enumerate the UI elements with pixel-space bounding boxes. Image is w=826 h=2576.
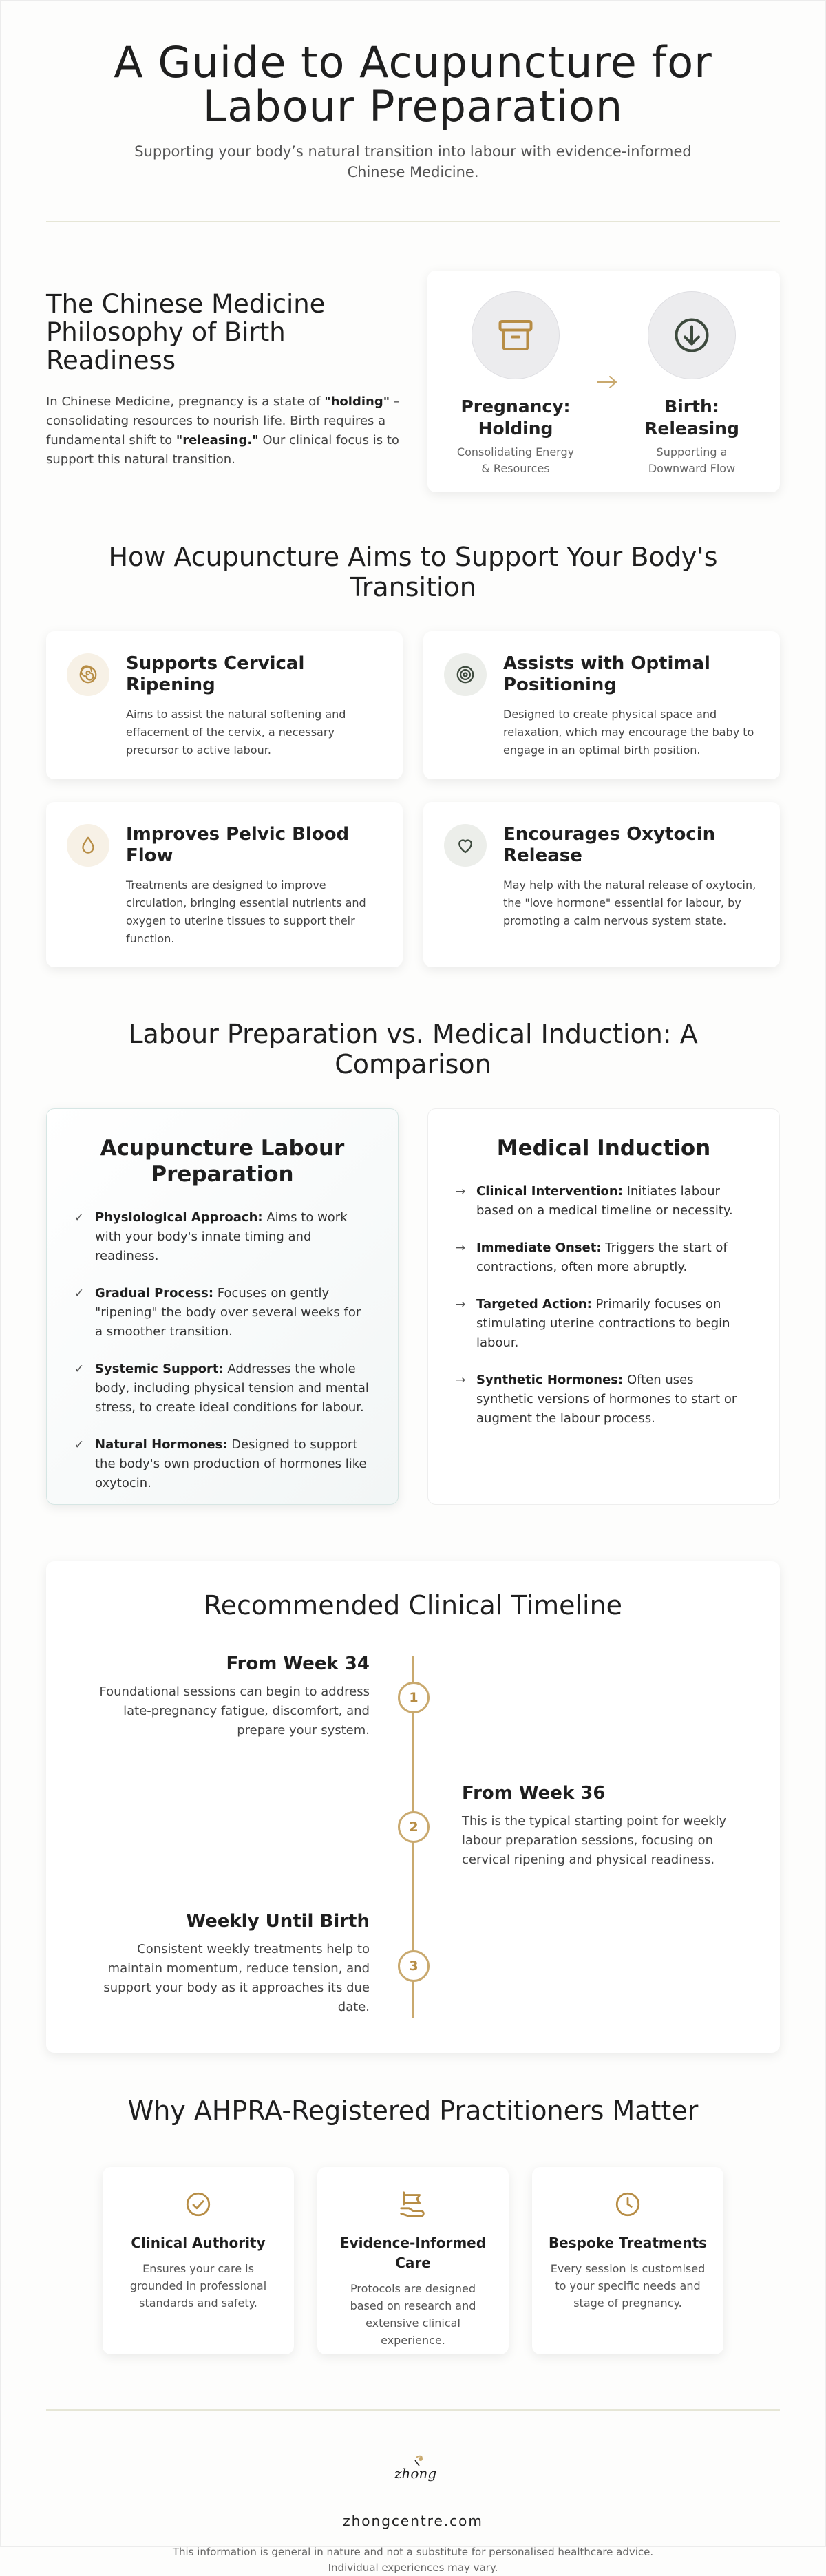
- list-item: → Synthetic Hormones: Often uses synthetic versions of hormones to start or augment the labour process.: [456, 1371, 752, 1428]
- list-item: → Immediate Onset: Triggers the start of contractions, often more abruptly.: [456, 1238, 752, 1277]
- support-title: Supports Cervical Ripening: [126, 653, 305, 695]
- target-icon: [444, 653, 487, 696]
- arrow-right-icon: [595, 374, 619, 393]
- droplet-icon: [67, 824, 109, 867]
- philosophy-paragraph: In Chinese Medicine, pregnancy is a state of "holding" – consolidating resources to nourish life. Birth requires a fundamental shift to "releasing." Our clinical focus is to support this natural transition.: [46, 394, 400, 467]
- arrow-icon: →: [456, 1241, 466, 1255]
- support-title: Improves Pelvic Blood Flow: [126, 824, 350, 866]
- why-text: Ensures your care is grounded in professional standards and safety.: [129, 2262, 267, 2310]
- medical-list: [456, 1182, 752, 1428]
- why-card: [317, 2167, 509, 2354]
- arrow-icon: →: [456, 1185, 466, 1199]
- divider: [46, 2409, 780, 2411]
- timeline-node: 2: [398, 1811, 430, 1843]
- timeline-node: 1: [398, 1682, 430, 1713]
- arrow-icon: →: [456, 1298, 466, 1311]
- why-title: Bespoke Treatments: [548, 2235, 708, 2251]
- timeline-section: [46, 1561, 780, 2053]
- comparison-columns: [46, 1108, 780, 1505]
- support-text: May help with the natural release of oxytocin, the "love hormone" essential for labour, by promoting a calm nervous system state.: [503, 878, 756, 927]
- why-title: Evidence-Informed Care: [339, 2235, 487, 2271]
- why-heading: Why AHPRA-Registered Practitioners Matter: [127, 2095, 699, 2126]
- logo-text: zhong: [394, 2465, 437, 2482]
- divider: [46, 221, 780, 222]
- releasing-term: "releasing.": [176, 433, 259, 447]
- check-icon: ✓: [74, 1287, 85, 1300]
- spiral-icon: [67, 653, 109, 696]
- list-item: → Targeted Action: Primarily focuses on stimulating uterine contractions to begin labour.: [456, 1295, 752, 1353]
- comparison-section: [46, 1019, 780, 1505]
- clock-icon: [547, 2186, 708, 2222]
- timeline-step: [94, 1911, 370, 2017]
- philosophy-section: [46, 271, 780, 492]
- acupuncture-title: Acupuncture Labour Preparation: [100, 1136, 345, 1187]
- phase-title: Birth: Releasing: [644, 397, 739, 439]
- book-hand-icon: [332, 2186, 494, 2222]
- support-card: [423, 802, 780, 967]
- timeline-step-text: This is the typical starting point for weekly labour preparation sessions, focusing on cervical ripening and physical readiness.: [462, 1814, 727, 1867]
- support-card: [423, 631, 780, 779]
- medical-title: Medical Induction: [496, 1136, 711, 1161]
- phase-subtitle: Supporting a Downward Flow: [648, 445, 736, 475]
- comparison-heading: Labour Preparation vs. Medical Induction: A Comparison: [128, 1019, 698, 1079]
- archive-box-icon: [472, 291, 560, 379]
- disclaimer: This information is general in nature and not a substitute for personalised healthcare advice. Individual experiences may vary.: [172, 2546, 654, 2574]
- zhong-logo[interactable]: [46, 2451, 780, 2492]
- check-circle-icon: [118, 2186, 279, 2222]
- why-cards: [46, 2167, 780, 2354]
- check-icon: ✓: [74, 1438, 85, 1452]
- timeline-node: 3: [398, 1950, 430, 1982]
- hero: [46, 1, 780, 182]
- support-title: Assists with Optimal Positioning: [503, 653, 710, 695]
- support-card: [46, 631, 403, 779]
- support-grid: [46, 631, 780, 990]
- why-text: Protocols are designed based on research and extensive clinical experience.: [350, 2282, 476, 2347]
- phase-title: Pregnancy: Holding: [460, 397, 571, 439]
- medical-card: [427, 1108, 780, 1505]
- list-item: ✓ Systemic Support: Addresses the whole body, including physical tension and mental stress, to create ideal conditions for labour.: [74, 1360, 370, 1417]
- timeline-step-title: From Week 34: [226, 1654, 370, 1674]
- timeline-heading: Recommended Clinical Timeline: [203, 1590, 623, 1620]
- phase-holding: [454, 291, 578, 477]
- why-card: [532, 2167, 723, 2354]
- support-heading: How Acupuncture Aims to Support Your Body's Transition: [108, 542, 718, 602]
- page-subtitle: Supporting your body’s natural transition into labour with evidence-informed Chinese Medicine.: [134, 143, 692, 180]
- list-item: ✓ Physiological Approach: Aims to work with your body's innate timing and readiness.: [74, 1208, 370, 1266]
- arrow-icon: →: [456, 1373, 466, 1387]
- heart-icon: [444, 824, 487, 867]
- why-card: [103, 2167, 294, 2354]
- philosophy-text: [46, 271, 404, 469]
- arrow-down-circle-icon: [648, 291, 736, 379]
- list-item: ✓ Natural Hormones: Designed to support the body's own production of hormones like oxytocin.: [74, 1435, 370, 1493]
- phase-card: [427, 271, 780, 492]
- acupuncture-list: [74, 1208, 370, 1493]
- check-icon: ✓: [74, 1211, 85, 1225]
- phase-releasing: [630, 291, 754, 477]
- timeline-step-text: Foundational sessions can begin to address late-pregnancy fatigue, discomfort, and prepare your system.: [99, 1685, 370, 1738]
- support-title: Encourages Oxytocin Release: [503, 824, 716, 866]
- support-card: [46, 802, 403, 967]
- support-text: Aims to assist the natural softening and effacement of the cervix, a necessary precursor to active labour.: [126, 708, 346, 757]
- timeline-step: [462, 1783, 737, 1870]
- support-section: [46, 542, 780, 990]
- holding-term: "holding": [324, 394, 390, 409]
- acupuncture-card: [46, 1108, 399, 1505]
- timeline-step: [94, 1654, 370, 1740]
- support-text: Designed to create physical space and relaxation, which may encourage the baby to engage in an optimal birth position.: [503, 708, 754, 757]
- support-text: Treatments are designed to improve circulation, bringing essential nutrients and oxygen to uterine tissues to support their function.: [126, 878, 366, 945]
- why-section: [46, 2095, 780, 2354]
- why-title: Clinical Authority: [131, 2235, 266, 2251]
- phase-subtitle: Consolidating Energy & Resources: [456, 445, 575, 475]
- footer: [46, 2451, 780, 2576]
- timeline-step-title: From Week 36: [462, 1783, 606, 1804]
- list-item: → Clinical Intervention: Initiates labour based on a medical timeline or necessity.: [456, 1182, 752, 1221]
- list-item: ✓ Gradual Process: Focuses on gently "ripening" the body over several weeks for a smoother transition.: [74, 1284, 370, 1342]
- philosophy-heading: The Chinese Medicine Philosophy of Birth Readiness: [46, 289, 326, 375]
- page-title: A Guide to Acupuncture for Labour Preparation: [114, 37, 712, 131]
- check-icon: ✓: [74, 1362, 85, 1376]
- why-text: Every session is customised to your specific needs and stage of pregnancy.: [550, 2262, 706, 2310]
- timeline-step-title: Weekly Until Birth: [186, 1911, 370, 1932]
- timeline-step-text: Consistent weekly treatments help to maintain momentum, reduce tension, and support your body as it approaches its due date.: [103, 1942, 370, 2014]
- site-link[interactable]: zhongcentre.com: [343, 2513, 483, 2529]
